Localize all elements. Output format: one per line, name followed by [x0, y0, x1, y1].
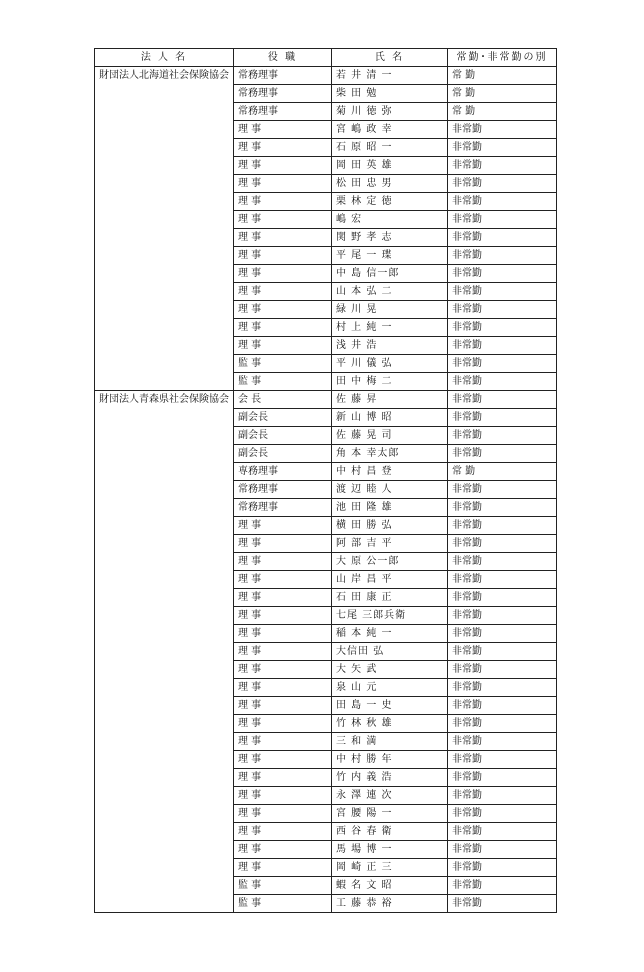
- name-cell: 馬 場 博 一: [332, 841, 448, 859]
- role-cell: 理 事: [234, 679, 332, 697]
- role-cell: 理 事: [234, 337, 332, 355]
- status-cell: 非常勤: [448, 409, 557, 427]
- status-cell: 非常勤: [448, 283, 557, 301]
- status-cell: 非常勤: [448, 139, 557, 157]
- name-cell: 山 岸 昌 平: [332, 571, 448, 589]
- org-cell-empty: [95, 463, 234, 481]
- role-cell: 理 事: [234, 571, 332, 589]
- org-cell-empty: [95, 427, 234, 445]
- status-cell: 非常勤: [448, 265, 557, 283]
- name-cell: 石 原 昭 一: [332, 139, 448, 157]
- role-cell: 理 事: [234, 787, 332, 805]
- org-cell-empty: [95, 769, 234, 787]
- status-cell: 常 勤: [448, 85, 557, 103]
- name-cell: 永 澤 連 次: [332, 787, 448, 805]
- table-row: [95, 157, 557, 175]
- org-cell-empty: [95, 409, 234, 427]
- officer-roster-table: [94, 48, 557, 913]
- org-cell-empty: [95, 859, 234, 877]
- table-row: [95, 715, 557, 733]
- role-cell: 理 事: [234, 553, 332, 571]
- name-cell: 稲 本 純 一: [332, 625, 448, 643]
- name-cell: 栗 林 定 徳: [332, 193, 448, 211]
- status-cell: 非常勤: [448, 643, 557, 661]
- table-row: [95, 427, 557, 445]
- table-row: [95, 193, 557, 211]
- status-cell: 非常勤: [448, 445, 557, 463]
- role-cell: 専務理事: [234, 463, 332, 481]
- role-cell: 理 事: [234, 715, 332, 733]
- status-cell: 非常勤: [448, 427, 557, 445]
- status-cell: 非常勤: [448, 193, 557, 211]
- name-cell: 佐 藤 昇: [332, 391, 448, 409]
- role-cell: 理 事: [234, 841, 332, 859]
- org-cell-empty: [95, 247, 234, 265]
- org-cell-empty: [95, 445, 234, 463]
- org-cell-empty: [95, 571, 234, 589]
- name-cell: 菊 川 徳 弥: [332, 103, 448, 121]
- status-cell: 非常勤: [448, 751, 557, 769]
- role-cell: 理 事: [234, 229, 332, 247]
- org-cell-empty: [95, 337, 234, 355]
- table-row: [95, 391, 557, 409]
- table-row: [95, 805, 557, 823]
- role-cell: 理 事: [234, 193, 332, 211]
- status-cell: 非常勤: [448, 373, 557, 391]
- role-cell: 理 事: [234, 661, 332, 679]
- org-cell-empty: [95, 499, 234, 517]
- role-cell: 監 事: [234, 373, 332, 391]
- header-row: [95, 49, 557, 67]
- role-cell: 常務理事: [234, 481, 332, 499]
- table-row: [95, 517, 557, 535]
- role-cell: 理 事: [234, 301, 332, 319]
- name-cell: 村 上 純 一: [332, 319, 448, 337]
- table-row: [95, 841, 557, 859]
- name-cell: 中 村 昌 登: [332, 463, 448, 481]
- org-cell-empty: [95, 787, 234, 805]
- role-cell: 理 事: [234, 319, 332, 337]
- table-row: [95, 229, 557, 247]
- status-cell: 非常勤: [448, 553, 557, 571]
- status-cell: 非常勤: [448, 175, 557, 193]
- org-cell-empty: [95, 643, 234, 661]
- table-row: [95, 211, 557, 229]
- org-cell-empty: [95, 679, 234, 697]
- org-cell-empty: [95, 373, 234, 391]
- status-cell: 非常勤: [448, 481, 557, 499]
- table-row: [95, 67, 557, 85]
- table-row: [95, 751, 557, 769]
- org-cell-empty: [95, 661, 234, 679]
- org-cell-empty: [95, 607, 234, 625]
- org-cell-empty: [95, 715, 234, 733]
- org-cell-empty: [95, 229, 234, 247]
- role-cell: 理 事: [234, 805, 332, 823]
- table-row: [95, 535, 557, 553]
- table-row: [95, 445, 557, 463]
- name-cell: 西 谷 春 衛: [332, 823, 448, 841]
- status-cell: 常 勤: [448, 103, 557, 121]
- name-cell: 角 本 幸太郎: [332, 445, 448, 463]
- name-cell: 柴 田 勉: [332, 85, 448, 103]
- role-cell: 監 事: [234, 877, 332, 895]
- name-cell: 岡 崎 正 三: [332, 859, 448, 877]
- role-cell: 常務理事: [234, 103, 332, 121]
- status-cell: 非常勤: [448, 769, 557, 787]
- org-cell-empty: [95, 283, 234, 301]
- role-cell: 理 事: [234, 247, 332, 265]
- role-cell: 理 事: [234, 697, 332, 715]
- status-cell: 非常勤: [448, 841, 557, 859]
- status-cell: 非常勤: [448, 679, 557, 697]
- table-row: [95, 499, 557, 517]
- status-cell: 非常勤: [448, 607, 557, 625]
- status-cell: 非常勤: [448, 319, 557, 337]
- role-cell: 理 事: [234, 535, 332, 553]
- status-cell: 非常勤: [448, 715, 557, 733]
- status-cell: 非常勤: [448, 391, 557, 409]
- role-cell: 監 事: [234, 895, 332, 913]
- status-cell: 非常勤: [448, 571, 557, 589]
- role-cell: 理 事: [234, 607, 332, 625]
- status-cell: 非常勤: [448, 301, 557, 319]
- org-cell-empty: [95, 355, 234, 373]
- table-row: [95, 355, 557, 373]
- role-cell: 理 事: [234, 121, 332, 139]
- table-row: [95, 823, 557, 841]
- role-cell: 理 事: [234, 157, 332, 175]
- role-cell: 常務理事: [234, 85, 332, 103]
- name-cell: 平 尾 一 㻡: [332, 247, 448, 265]
- org-cell-empty: [95, 751, 234, 769]
- name-cell: 阿 部 吉 平: [332, 535, 448, 553]
- org-cell-empty: [95, 319, 234, 337]
- role-cell: 常務理事: [234, 67, 332, 85]
- org-cell-empty: [95, 157, 234, 175]
- org-cell-empty: [95, 517, 234, 535]
- org-cell-empty: [95, 805, 234, 823]
- role-cell: 副会長: [234, 409, 332, 427]
- table-row: [95, 463, 557, 481]
- role-cell: 理 事: [234, 283, 332, 301]
- name-cell: 大 矢 武: [332, 661, 448, 679]
- status-cell: 非常勤: [448, 805, 557, 823]
- role-cell: 理 事: [234, 643, 332, 661]
- table-row: [95, 895, 557, 913]
- role-cell: 監 事: [234, 355, 332, 373]
- name-cell: 田 中 梅 二: [332, 373, 448, 391]
- role-cell: 理 事: [234, 751, 332, 769]
- name-cell: 宮 腰 陽 一: [332, 805, 448, 823]
- org-cell-empty: [95, 193, 234, 211]
- org-name: 財団法人青森県社会保険協会: [95, 391, 234, 409]
- role-cell: 理 事: [234, 517, 332, 535]
- name-cell: 浅 井 浩: [332, 337, 448, 355]
- role-cell: 理 事: [234, 175, 332, 193]
- name-cell: 佐 藤 晃 司: [332, 427, 448, 445]
- status-cell: 非常勤: [448, 337, 557, 355]
- org-cell-empty: [95, 535, 234, 553]
- table-row: [95, 553, 557, 571]
- table-row: [95, 409, 557, 427]
- name-cell: 石 田 康 正: [332, 589, 448, 607]
- table-row: [95, 481, 557, 499]
- header-role: 役 職: [234, 49, 332, 67]
- name-cell: 大 原 公一郎: [332, 553, 448, 571]
- name-cell: 新 山 博 昭: [332, 409, 448, 427]
- org-cell-empty: [95, 553, 234, 571]
- name-cell: 山 本 弘 二: [332, 283, 448, 301]
- status-cell: 非常勤: [448, 211, 557, 229]
- header-status: 常勤･非常勤の別: [448, 49, 557, 67]
- name-cell: 蝦 名 文 昭: [332, 877, 448, 895]
- table-row: [95, 103, 557, 121]
- org-cell-empty: [95, 103, 234, 121]
- header-name: 氏 名: [332, 49, 448, 67]
- name-cell: 大信田 弘: [332, 643, 448, 661]
- status-cell: 非常勤: [448, 535, 557, 553]
- name-cell: 竹 内 義 浩: [332, 769, 448, 787]
- name-cell: 工 藤 恭 裕: [332, 895, 448, 913]
- table-row: [95, 139, 557, 157]
- table-row: [95, 247, 557, 265]
- name-cell: 三 和 満: [332, 733, 448, 751]
- table-row: [95, 679, 557, 697]
- name-cell: 横 田 勝 弘: [332, 517, 448, 535]
- roster-body: [95, 67, 557, 913]
- status-cell: 非常勤: [448, 661, 557, 679]
- name-cell: 緑 川 晃: [332, 301, 448, 319]
- status-cell: 非常勤: [448, 517, 557, 535]
- name-cell: 嶋 宏: [332, 211, 448, 229]
- status-cell: 非常勤: [448, 229, 557, 247]
- header-org: 法 人 名: [95, 49, 234, 67]
- role-cell: 理 事: [234, 265, 332, 283]
- name-cell: 宮 嶋 政 幸: [332, 121, 448, 139]
- org-cell-empty: [95, 139, 234, 157]
- table-row: [95, 373, 557, 391]
- status-cell: 非常勤: [448, 247, 557, 265]
- table-row: [95, 121, 557, 139]
- role-cell: 副会長: [234, 445, 332, 463]
- org-cell-empty: [95, 175, 234, 193]
- org-cell-empty: [95, 877, 234, 895]
- table-row: [95, 85, 557, 103]
- role-cell: 理 事: [234, 139, 332, 157]
- org-cell-empty: [95, 211, 234, 229]
- org-cell-empty: [95, 895, 234, 913]
- table-row: [95, 625, 557, 643]
- role-cell: 理 事: [234, 823, 332, 841]
- table-row: [95, 265, 557, 283]
- table-row: [95, 283, 557, 301]
- name-cell: 中 村 勝 年: [332, 751, 448, 769]
- status-cell: 非常勤: [448, 823, 557, 841]
- name-cell: 泉 山 元: [332, 679, 448, 697]
- role-cell: 会 長: [234, 391, 332, 409]
- name-cell: 若 井 清 一: [332, 67, 448, 85]
- table-row: [95, 589, 557, 607]
- status-cell: 非常勤: [448, 859, 557, 877]
- status-cell: 非常勤: [448, 121, 557, 139]
- status-cell: 非常勤: [448, 499, 557, 517]
- table-row: [95, 859, 557, 877]
- table-row: [95, 607, 557, 625]
- org-cell-empty: [95, 841, 234, 859]
- name-cell: 岡 田 英 雄: [332, 157, 448, 175]
- name-cell: 田 島 一 史: [332, 697, 448, 715]
- status-cell: 非常勤: [448, 697, 557, 715]
- role-cell: 副会長: [234, 427, 332, 445]
- org-cell-empty: [95, 697, 234, 715]
- org-cell-empty: [95, 301, 234, 319]
- role-cell: 理 事: [234, 625, 332, 643]
- status-cell: 非常勤: [448, 355, 557, 373]
- name-cell: 松 田 忠 男: [332, 175, 448, 193]
- status-cell: 非常勤: [448, 589, 557, 607]
- role-cell: 理 事: [234, 211, 332, 229]
- org-cell-empty: [95, 625, 234, 643]
- table-row: [95, 301, 557, 319]
- table-row: [95, 337, 557, 355]
- status-cell: 常 勤: [448, 463, 557, 481]
- name-cell: 渡 辺 睦 人: [332, 481, 448, 499]
- table-row: [95, 769, 557, 787]
- org-name: 財団法人北海道社会保険協会: [95, 67, 234, 85]
- status-cell: 常 勤: [448, 67, 557, 85]
- name-cell: 関 野 孝 志: [332, 229, 448, 247]
- table-row: [95, 877, 557, 895]
- role-cell: 理 事: [234, 589, 332, 607]
- table-row: [95, 643, 557, 661]
- table-row: [95, 787, 557, 805]
- role-cell: 常務理事: [234, 499, 332, 517]
- role-cell: 理 事: [234, 859, 332, 877]
- table-row: [95, 733, 557, 751]
- name-cell: 七尾 三郎兵衛: [332, 607, 448, 625]
- org-cell-empty: [95, 733, 234, 751]
- org-cell-empty: [95, 481, 234, 499]
- status-cell: 非常勤: [448, 157, 557, 175]
- status-cell: 非常勤: [448, 895, 557, 913]
- table-row: [95, 697, 557, 715]
- name-cell: 中 島 信一郎: [332, 265, 448, 283]
- org-cell-empty: [95, 589, 234, 607]
- role-cell: 理 事: [234, 733, 332, 751]
- table-row: [95, 571, 557, 589]
- status-cell: 非常勤: [448, 787, 557, 805]
- org-cell-empty: [95, 265, 234, 283]
- table-row: [95, 175, 557, 193]
- org-cell-empty: [95, 85, 234, 103]
- name-cell: 竹 林 秋 雄: [332, 715, 448, 733]
- org-cell-empty: [95, 823, 234, 841]
- role-cell: 理 事: [234, 769, 332, 787]
- table-row: [95, 661, 557, 679]
- status-cell: 非常勤: [448, 733, 557, 751]
- table-row: [95, 319, 557, 337]
- status-cell: 非常勤: [448, 877, 557, 895]
- name-cell: 池 田 隆 雄: [332, 499, 448, 517]
- org-cell-empty: [95, 121, 234, 139]
- name-cell: 平 川 儀 弘: [332, 355, 448, 373]
- status-cell: 非常勤: [448, 625, 557, 643]
